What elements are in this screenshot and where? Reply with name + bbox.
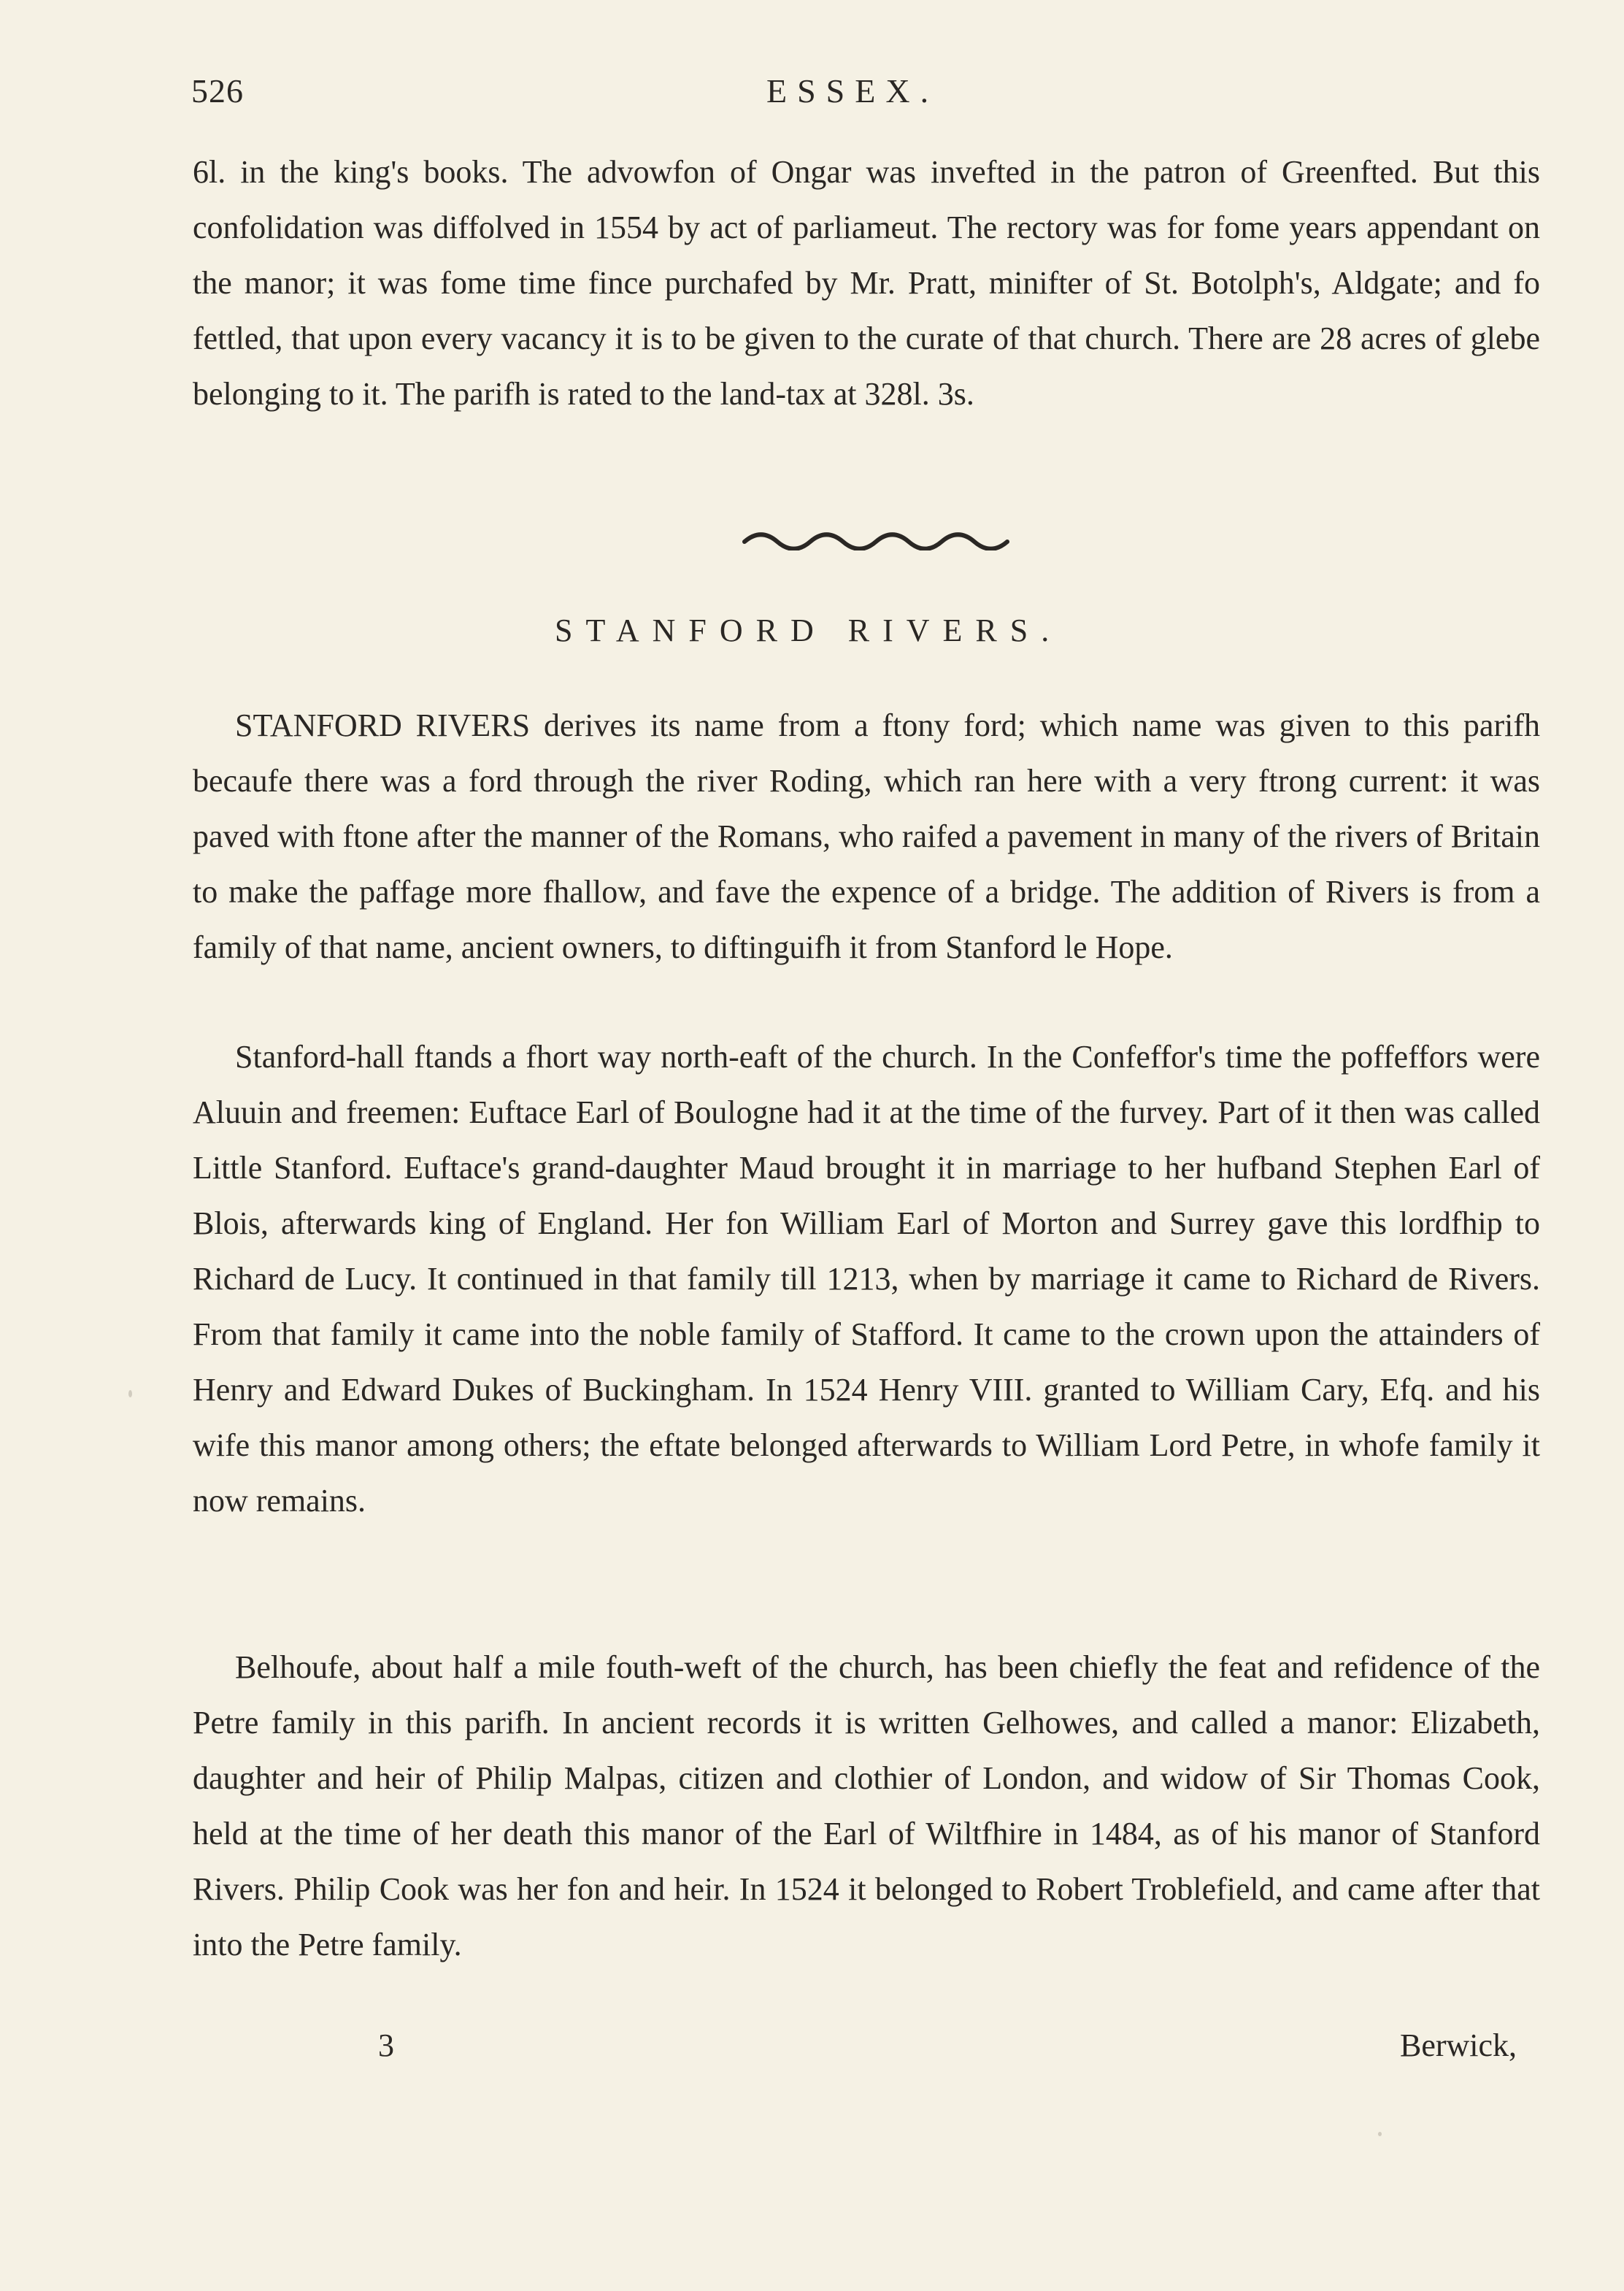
signature-mark: 3 (378, 2027, 394, 2063)
page-number: 526 (191, 72, 244, 110)
section-title: STANFORD RIVERS. (555, 613, 1063, 648)
paragraph-stanford-hall: Stanford-hall ftands a fhort way north-eaft of the church. In the Confeffor's time the poffeffors were Aluuin and freemen: Euftace Earl of Boulogne had it at the time of the furvey. Part of it then was called Little Stanford. Euftace's grand-daughter Maud brought it in marriage to her hufband Stephen Earl of Blois, afterwards king of England. Her fon William Earl of Morton and Surrey gave this lordfhip to Richard de Lucy. It continued in that family till 1213, when by marriage it came to Richard de Rivers. From that family it came into the noble family of Stafford. It came to the crown upon the attainders of Henry and Edward Dukes of Buckingham. In 1524 Henry VIII. granted to William Cary, Efq. and his wife this manor among others; the eftate belonged afterwards to William Lord Petre, in whofe family it now remains. (193, 1039, 1540, 1519)
paper-spot (128, 1390, 132, 1397)
decorative-ornament-icon (741, 529, 1011, 550)
paragraph-belhoufe: Belhoufe, about half a mile fouth-weft of the church, has been chiefly the feat and refidence of the Petre family in this parifh. In ancient records it is written Gelhowes, and called a manor: Elizabeth, daughter and heir of Philip Malpas, citizen and clothier of London, and widow of Sir Thomas Cook, held at the time of her death this manor of the Earl of Wiltfhire in 1484, as of his manor of Stanford Rivers. Philip Cook was her fon and heir. In 1524 it belonged to Robert Troblefield, and came after that into the Petre family. (193, 1649, 1540, 1962)
paper-spot (1378, 2132, 1382, 2136)
running-title: ESSEX. (766, 72, 939, 110)
opening-paragraph: 6l. in the king's books. The advowfon of Ongar was invefted in the patron of Greenfted. But this confolidation was diffolved in 1554 by act of parliameut. The rectory was for fome years appendant on the manor; it was fome time fince purchafed by Mr. Pratt, minifter of St. Botolph's, Aldgate; and fo fettled, that upon every vacancy it is to be given to the curate of that church. There are 28 acres of glebe belonging to it. The parifh is rated to the land-tax at 328l. 3s. (193, 154, 1540, 412)
catchword: Berwick, (1400, 2027, 1517, 2063)
paragraph-stanford-rivers: STANFORD RIVERS derives its name from a ftony ford; which name was given to this parifh becaufe there was a ford through the river Roding, which ran here with a very ftrong current: it was paved with ftone after the manner of the Romans, who raifed a pavement in many of the rivers of Britain to make the paffage more fhallow, and fave the expence of a bridge. The addition of Rivers is from a family of that name, ancient owners, to diftinguifh it from Stanford le Hope. (193, 707, 1540, 965)
